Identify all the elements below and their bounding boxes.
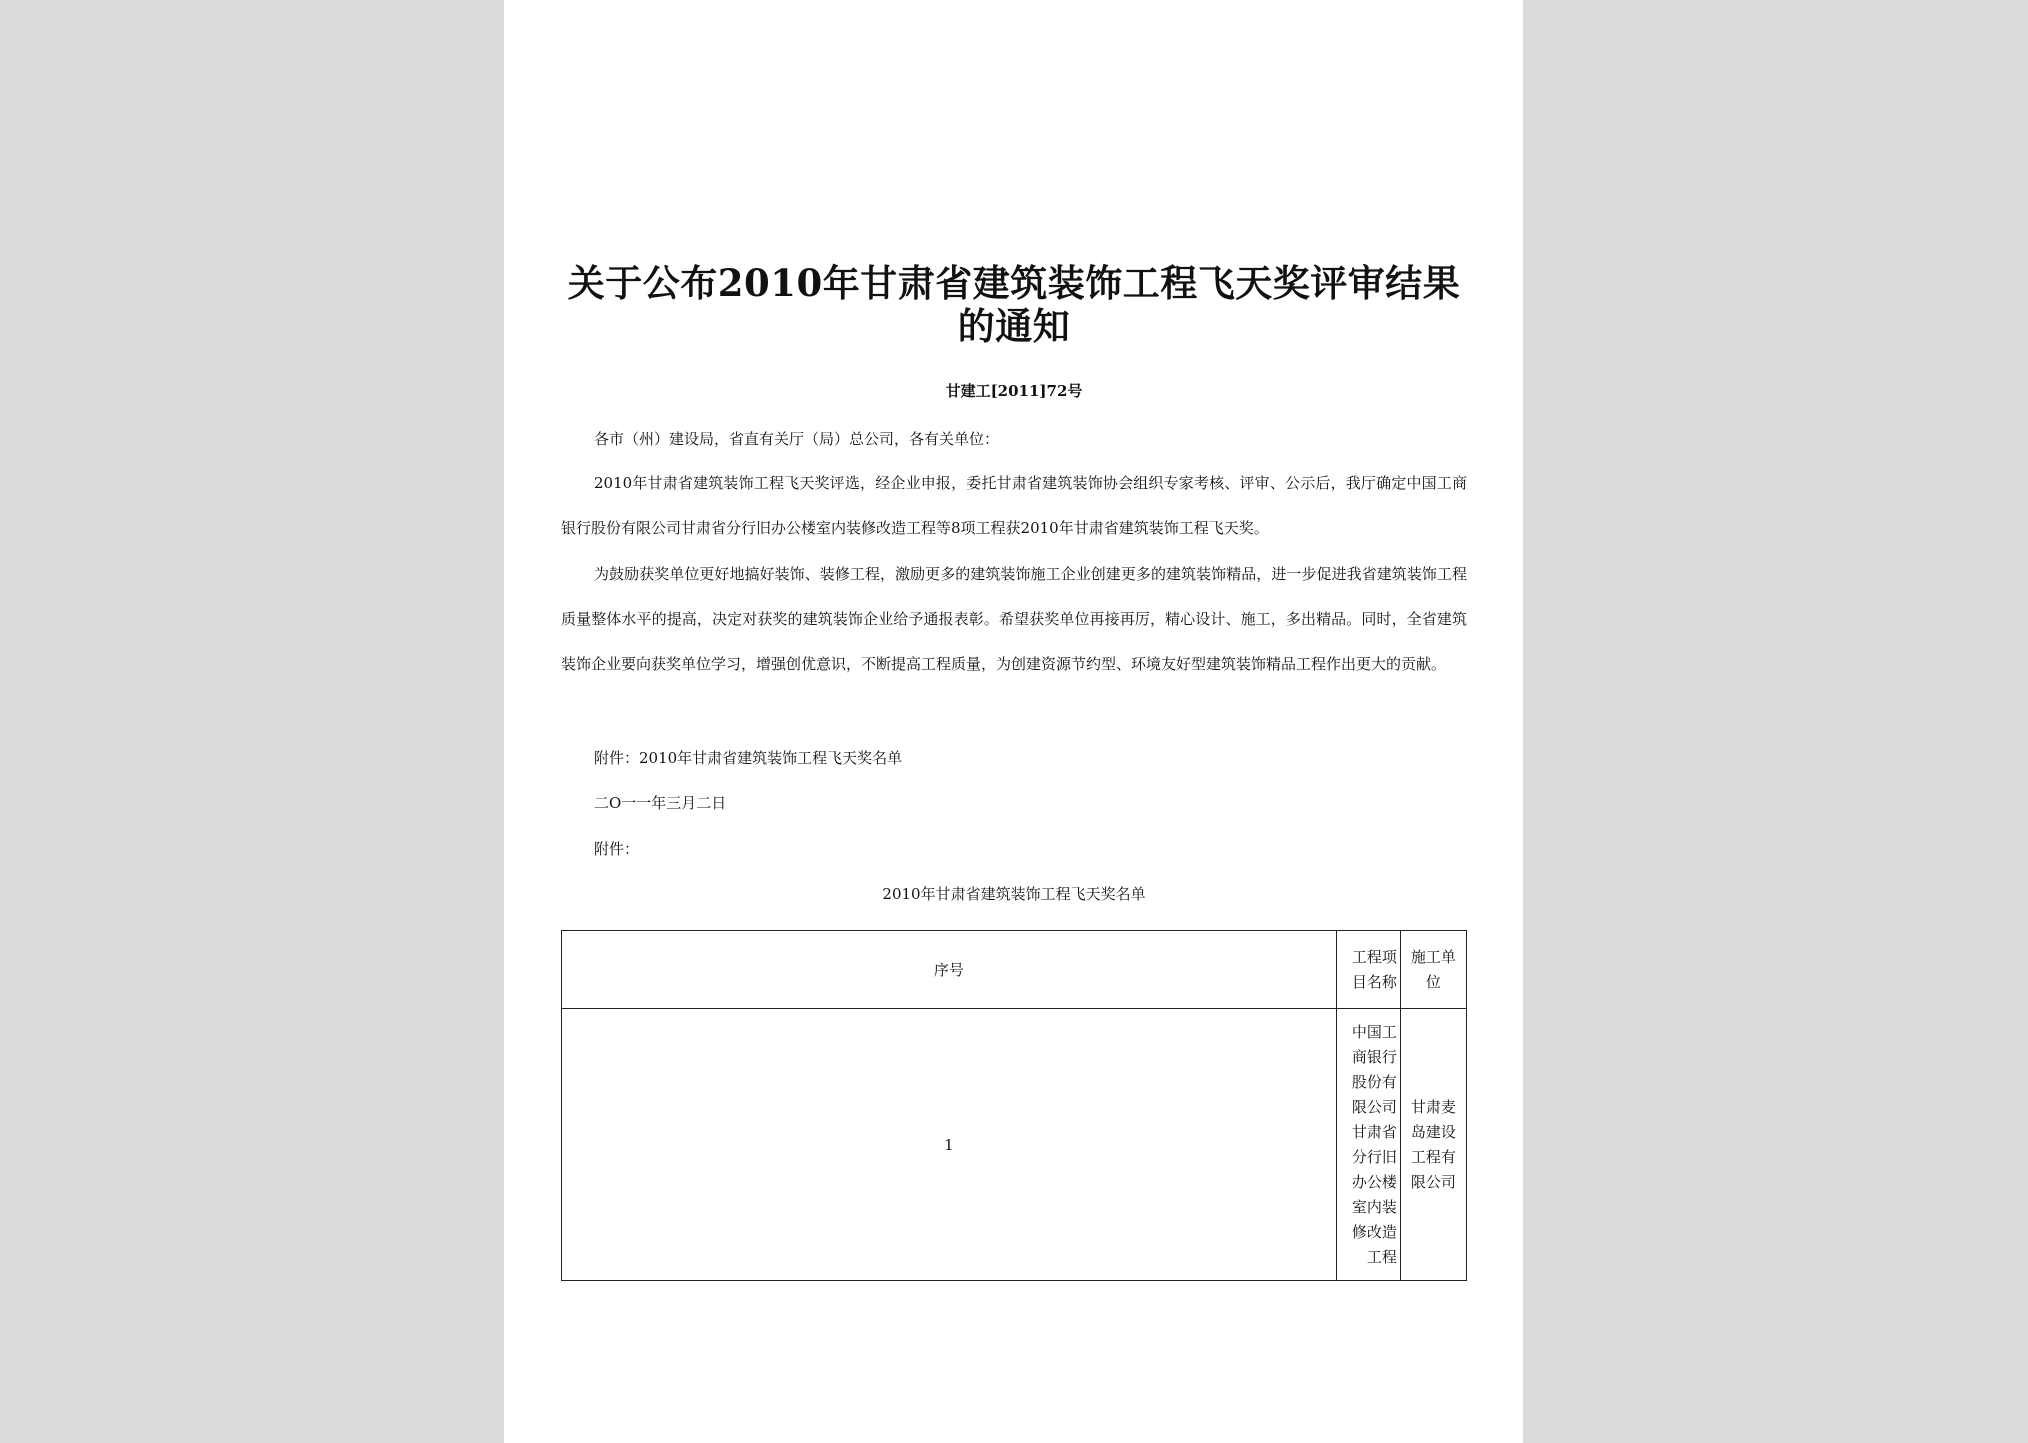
table-row (562, 1009, 1467, 1281)
document-number: 甘建工[2011]72号 (945, 382, 1083, 400)
cell-project-name: 中国工商银行股份有限公司甘肃省分行旧办公楼室内装修改造工程 (1336, 1009, 1400, 1281)
salutation: 各市（州）建设局，省直有关厅（局）总公司，各有关单位： (594, 430, 1000, 448)
cell-contractor: 甘肃麦岛建设工程有限公司 (1400, 1009, 1466, 1281)
attachment-line: 附件：2010年甘肃省建筑装饰工程飞天奖名单 (594, 749, 903, 767)
attachment-label: 附件： (594, 840, 640, 858)
paragraph-2: 为鼓励获奖单位更好地搞好装饰、装修工程，激励更多的建筑装饰施工企业创建更多的建筑装饰精品，进一步促进我省建筑装饰工程质量整体水平的提高，决定对获奖的建筑装饰企业给予通报表彰。希望获奖单位再接再厉，精心设计、施工，多出精品。同时，全省建筑装饰企业要向获奖单位学习，增强创优意识，不断提高工程质量，为创建资源节约型、环境友好型建筑装饰精品工程作出更大的贡献。 (561, 565, 1467, 673)
document-title: 关于公布2010年甘肃省建筑装饰工程飞天奖评审结果的通知 (567, 261, 1461, 348)
document-date: 二O一一年三月二日 (594, 794, 727, 812)
document-page (504, 0, 1523, 1443)
table-header-row (562, 931, 1467, 1009)
award-table (561, 930, 1467, 1281)
cell-serial-number: 1 (562, 1009, 1337, 1281)
header-contractor: 施工单位 (1400, 931, 1466, 1009)
award-list-title: 2010年甘肃省建筑装饰工程飞天奖名单 (882, 885, 1146, 903)
header-project-name: 工程项目名称 (1336, 931, 1400, 1009)
header-serial-number: 序号 (562, 931, 1337, 1009)
paragraph-1: 2010年甘肃省建筑装饰工程飞天奖评选，经企业申报，委托甘肃省建筑装饰协会组织专家考核、评审、公示后，我厅确定中国工商银行股份有限公司甘肃省分行旧办公楼室内装修改造工程等8项工程获2010年甘肃省建筑装饰工程飞天奖。 (561, 474, 1467, 537)
